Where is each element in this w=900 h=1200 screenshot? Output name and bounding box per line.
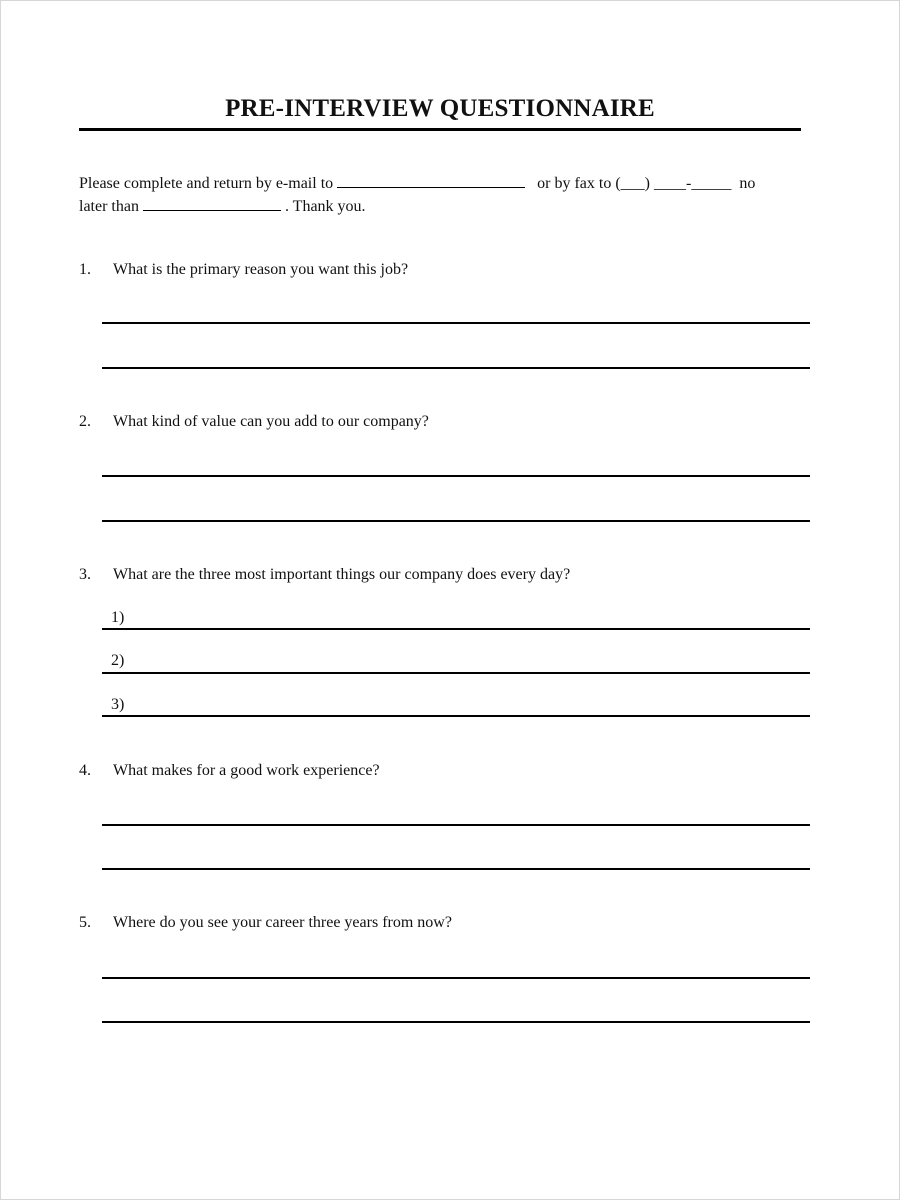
intro-line-1 xyxy=(79,173,809,193)
question-4 xyxy=(79,762,380,780)
q3-item-2-line[interactable] xyxy=(102,672,810,674)
answer-line[interactable] xyxy=(102,520,810,522)
intro-text-fax: or by fax to (___) xyxy=(537,175,650,192)
question-number: 3. xyxy=(79,566,91,583)
q3-item-1-label: 1) xyxy=(111,609,125,626)
question-number: 5. xyxy=(79,914,91,931)
question-5 xyxy=(79,914,452,932)
answer-line[interactable] xyxy=(102,322,810,324)
question-text: Where do you see your career three years from now? xyxy=(113,914,452,931)
intro-text-email: Please complete and return by e-mail to xyxy=(79,175,334,192)
question-2 xyxy=(79,413,429,431)
intro-text-thank-you: . Thank you. xyxy=(284,198,366,215)
intro-text-no: no xyxy=(739,175,756,192)
answer-line[interactable] xyxy=(102,824,810,826)
question-number: 1. xyxy=(79,261,91,278)
question-text: What kind of value can you add to our company? xyxy=(113,413,429,430)
fax-number-blank[interactable]: ____-_____ xyxy=(654,175,732,192)
answer-line[interactable] xyxy=(102,367,810,369)
question-number: 4. xyxy=(79,762,91,779)
question-1 xyxy=(79,261,408,279)
question-text: What makes for a good work experience? xyxy=(113,762,380,779)
q3-item-1-line[interactable] xyxy=(102,628,810,630)
answer-line[interactable] xyxy=(102,1021,810,1023)
title-underline xyxy=(79,128,801,131)
q3-item-2-label: 2) xyxy=(111,652,125,669)
question-text: What are the three most important things our company does every day? xyxy=(113,566,571,583)
question-number: 2. xyxy=(79,413,91,430)
answer-line[interactable] xyxy=(102,977,810,979)
answer-line[interactable] xyxy=(102,475,810,477)
email-blank[interactable] xyxy=(337,173,525,188)
question-text: What is the primary reason you want this job? xyxy=(113,261,409,278)
date-blank[interactable] xyxy=(143,196,281,211)
q3-item-3-label: 3) xyxy=(111,696,125,713)
answer-line[interactable] xyxy=(102,868,810,870)
intro-text-later-than: later than xyxy=(79,198,139,215)
intro-line-2 xyxy=(79,196,809,216)
page-title: PRE-INTERVIEW QUESTIONNAIRE xyxy=(225,95,655,122)
q3-item-3-line[interactable] xyxy=(102,715,810,717)
question-3 xyxy=(79,566,570,584)
